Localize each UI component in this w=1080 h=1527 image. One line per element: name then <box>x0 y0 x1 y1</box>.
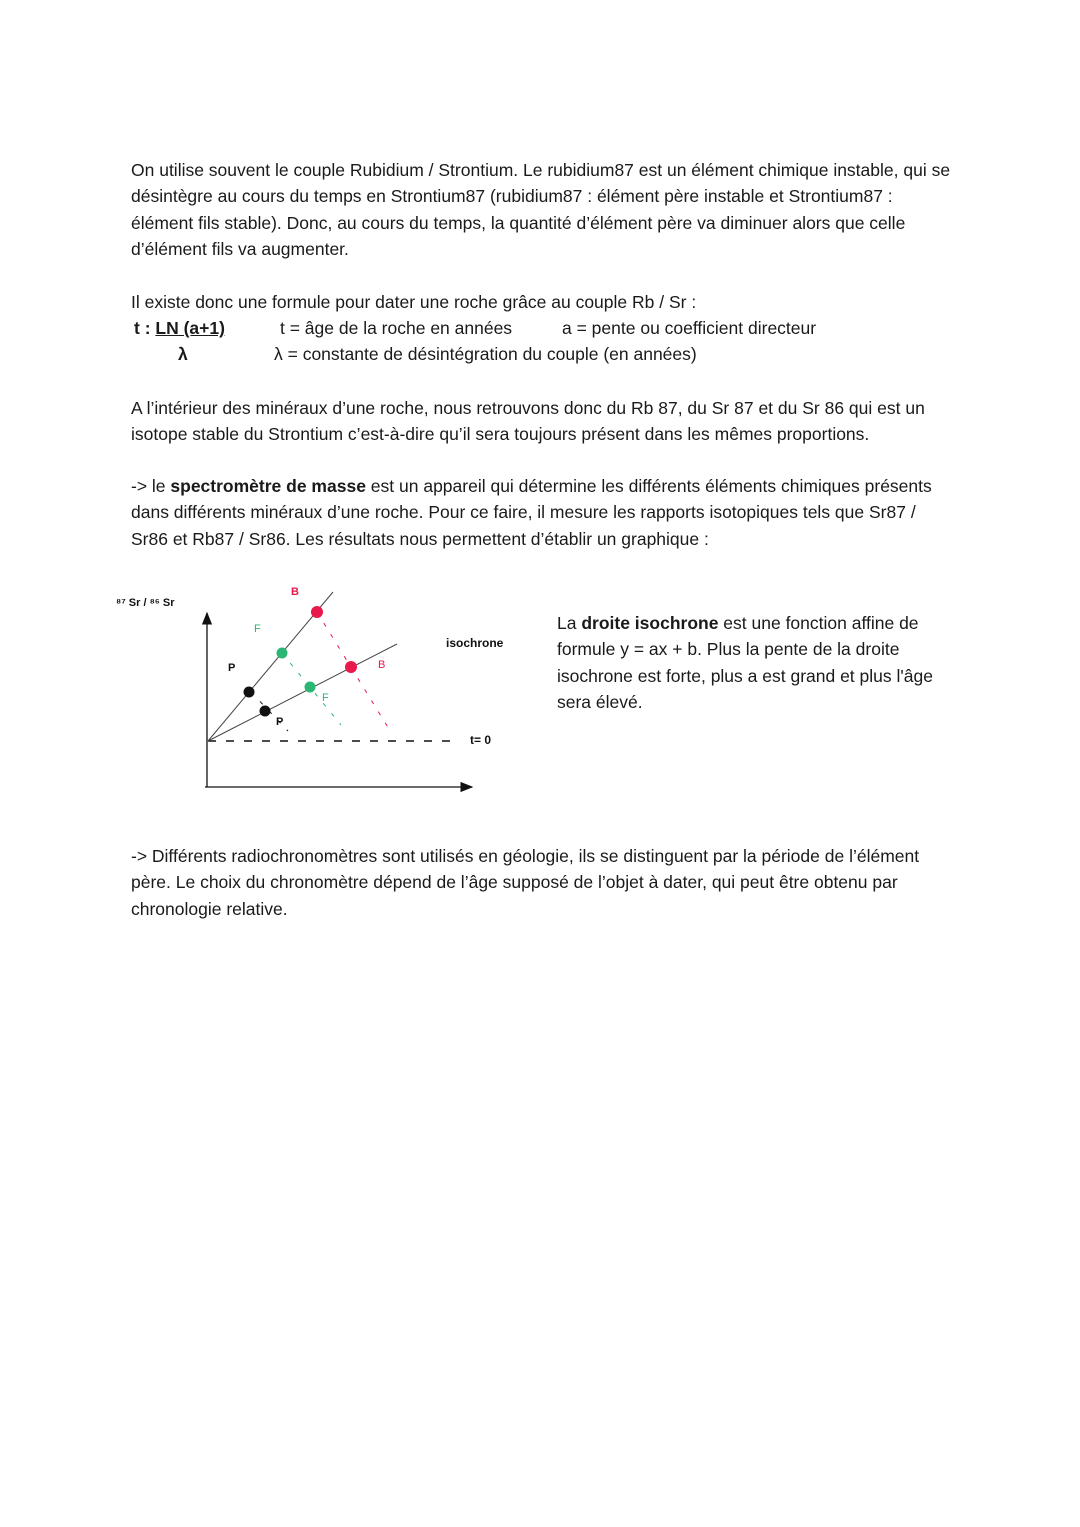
point-p-present <box>244 687 255 698</box>
point-b-initial <box>345 661 357 673</box>
formula-t <box>134 315 225 341</box>
formula-slope-definition: a = pente ou coefficient directeur <box>562 318 817 338</box>
label-f-present: F <box>254 623 261 635</box>
label-b-present: B <box>291 586 299 598</box>
formula-denominator: λ <box>178 344 188 364</box>
t0-label: t= 0 <box>470 733 492 747</box>
isochrone-diagram <box>110 575 530 805</box>
paragraph-radiochronometers: -> Différents radiochronomètres sont utilisés en géologie, ils se distinguent par la période de l’élément père. Le choix du chronomètre dépend de l’âge supposé de l’objet à dater, qui peut être obtenu par chronologie relative. <box>131 846 920 919</box>
point-f-present <box>277 648 288 659</box>
dating-formula <box>131 315 951 371</box>
label-p-present: P <box>228 662 236 674</box>
point-b-present <box>311 606 323 618</box>
paragraph-formula-intro: Il existe donc une formule pour dater une roche grâce au couple Rb / Sr : <box>131 292 697 312</box>
y-axis-label: ⁸⁷ Sr / ⁸⁶ Sr <box>116 597 175 609</box>
formula-lambda-definition: λ = constante de désintégration du couple (en années) <box>274 344 697 364</box>
paragraph-spectrometer <box>131 473 951 552</box>
isochrone-label: isochrone <box>446 636 504 650</box>
label-f-initial: F <box>322 692 329 704</box>
spectrometer-prefix: -> le <box>131 476 171 496</box>
label-b-initial: B <box>378 659 386 671</box>
label-p-initial: P <box>276 716 284 728</box>
paragraph-isotopes: A l’intérieur des minéraux d’une roche, nous retrouvons donc du Rb 87, du Sr 87 et du Sr 86 qui est un isotope stable du Strontium c’est-à-dire qu’il sera toujours présent dans les mêmes proportions. <box>131 398 925 445</box>
formula-t-label: t : <box>134 318 156 338</box>
paragraph-rb-sr-couple: On utilise souvent le couple Rubidium / Strontium. Le rubidium87 est un élément chimique instable, qui se désintègre au cours du temps en Strontium87 (rubidium87 : élément père instable et Strontium87 : élément fils stable). Donc, au cours du temps, la quantité d’élément père va diminuer alors que celle d’élément fils va augmenter. <box>131 160 951 259</box>
point-p-initial <box>260 706 271 717</box>
point-f-initial <box>305 682 316 693</box>
isochrone-term: droite isochrone <box>581 613 719 633</box>
isochrone-explanation <box>557 610 937 715</box>
isochrone-prefix: La <box>557 613 582 633</box>
formula-age-definition: t = âge de la roche en années <box>280 318 513 338</box>
spectrometer-rest: est un appareil qui détermine les différents éléments chimiques présents dans différents minéraux d’une roche. Pour ce faire, il mesure les rapports isotopiques tels que Sr87 / Sr86 et Rb87 / Sr86. Les résultats nous permettent d’établir un graphique : <box>131 476 932 549</box>
isochrone-rest: est une fonction affine de formule y = ax + b. Plus la pente de la droite isochrone est forte, plus a est grand et plus l'âge sera élevé. <box>557 613 933 712</box>
spectrometer-term: spectromètre de masse <box>170 476 366 496</box>
formula-numerator: LN (a+1) <box>155 318 225 338</box>
isochrone-line-shallow <box>208 644 397 741</box>
